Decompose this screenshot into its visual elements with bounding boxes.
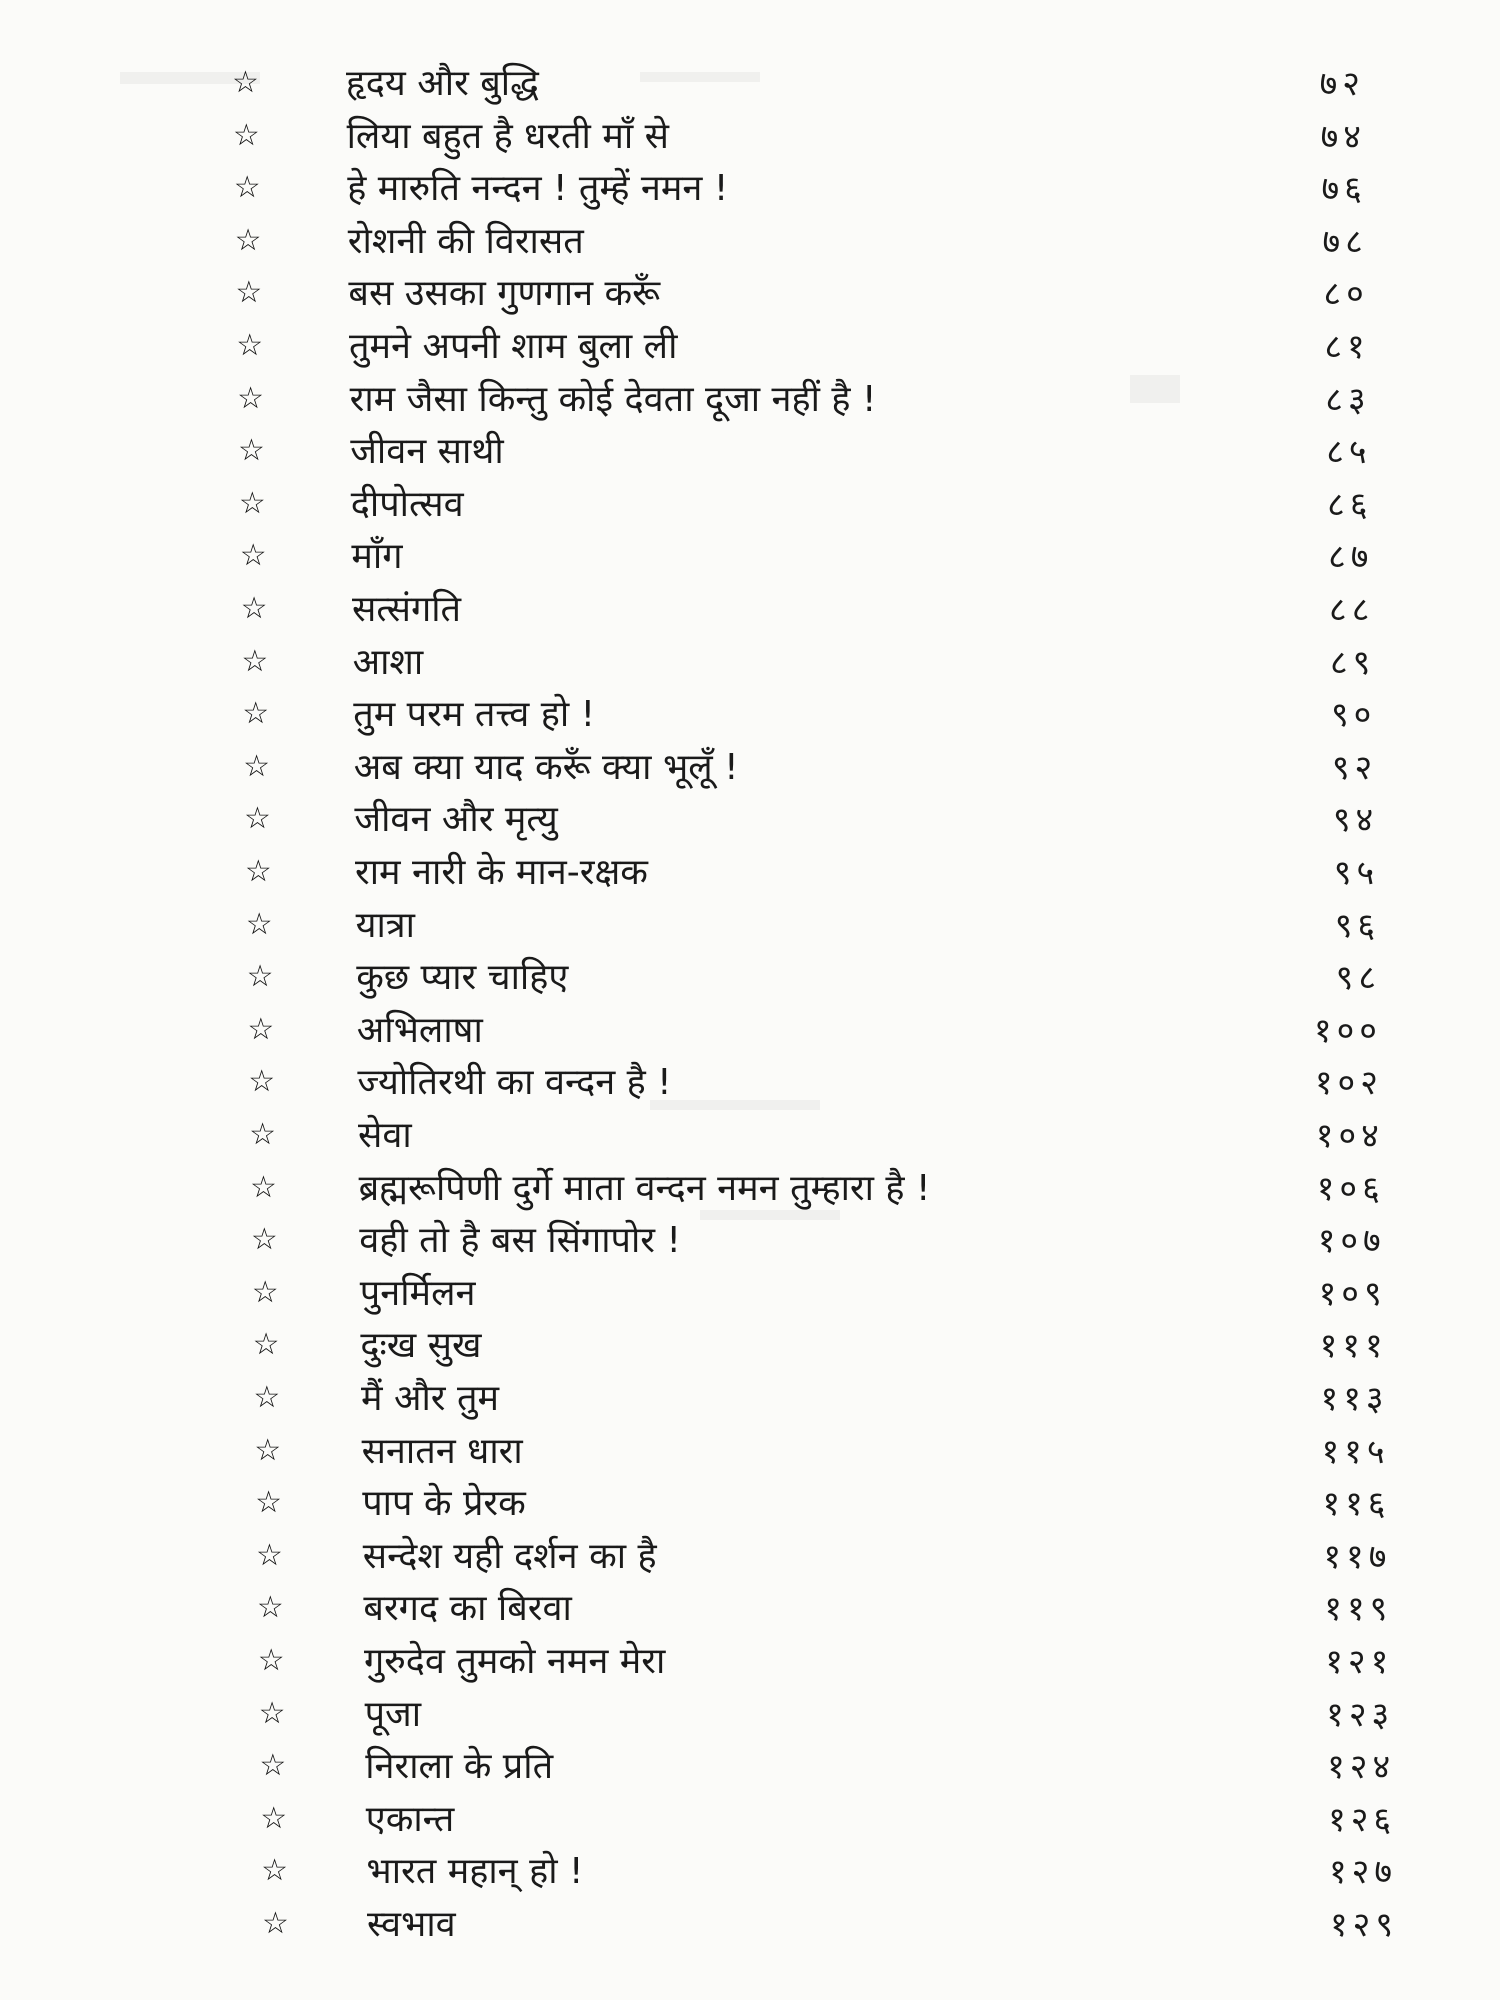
toc-entry-page-number: ९६ bbox=[1334, 905, 1381, 946]
toc-entry-title: अभिलाषा bbox=[356, 1009, 483, 1051]
toc-entry-title: आशा bbox=[352, 641, 424, 683]
toc-entry-title: माँग bbox=[351, 536, 403, 578]
toc-entry-page-number: १२७ bbox=[1329, 1852, 1398, 1893]
star-bullet-icon: ☆ bbox=[244, 801, 271, 837]
star-bullet-icon: ☆ bbox=[235, 275, 263, 311]
star-bullet-icon: ☆ bbox=[243, 748, 271, 784]
toc-entry-title: राम जैसा किन्तु कोई देवता दूजा नहीं है ! bbox=[349, 378, 877, 420]
star-bullet-icon: ☆ bbox=[248, 1064, 276, 1100]
toc-entry-page-number: ११५ bbox=[1321, 1431, 1390, 1472]
toc-entry-page-number: ८७ bbox=[1328, 537, 1374, 578]
star-bullet-icon: ☆ bbox=[262, 1906, 289, 1941]
toc-entry-page-number: ८३ bbox=[1325, 379, 1371, 420]
toc-entry bbox=[0, 1375, 1500, 1427]
toc-entry bbox=[0, 796, 1500, 848]
toc-entry-title: कुछ प्यार चाहिए bbox=[356, 957, 569, 999]
toc-entry-title: सन्देश यही दर्शन का है bbox=[362, 1535, 657, 1577]
star-bullet-icon: ☆ bbox=[255, 1485, 283, 1521]
toc-entry-title: यात्रा bbox=[355, 904, 415, 946]
toc-entry-title: रोशनी की विरासत bbox=[347, 220, 584, 262]
toc-entry-page-number: ९८ bbox=[1335, 958, 1382, 999]
toc-entry-page-number: १०७ bbox=[1317, 1221, 1386, 1262]
toc-entry-page-number: ८० bbox=[1323, 274, 1369, 315]
toc-entry-page-number: १०९ bbox=[1318, 1273, 1387, 1314]
toc-entry-page-number: ११७ bbox=[1323, 1536, 1392, 1577]
toc-entry-page-number: ९४ bbox=[1332, 800, 1379, 841]
star-bullet-icon: ☆ bbox=[254, 1432, 282, 1468]
toc-entry bbox=[0, 1007, 1500, 1059]
toc-entry-title: बरगद का बिरवा bbox=[363, 1588, 572, 1630]
toc-entry-title: निराला के प्रति bbox=[365, 1746, 554, 1788]
star-bullet-icon: ☆ bbox=[249, 1117, 277, 1152]
toc-entry-page-number: १०० bbox=[1313, 1010, 1382, 1051]
toc-entry-page-number: १२९ bbox=[1329, 1905, 1398, 1945]
toc-entry bbox=[0, 1848, 1500, 1900]
toc-entry bbox=[0, 1165, 1500, 1217]
toc-entry-title: ब्रह्मरूपिणी दुर्गे माता वन्दन नमन तुम्हारा है ! bbox=[358, 1167, 931, 1209]
toc-entry-title: मैं और तुम bbox=[361, 1378, 500, 1419]
toc-entry-title: तुमने अपनी शाम बुला ली bbox=[349, 326, 678, 367]
toc-entry-page-number: ११९ bbox=[1324, 1589, 1393, 1630]
toc-entry-title: लिया बहुत है धरती माँ से bbox=[346, 115, 669, 157]
star-bullet-icon: ☆ bbox=[251, 1274, 279, 1310]
toc-entry bbox=[0, 1638, 1500, 1690]
toc-entry-page-number: ७४ bbox=[1320, 116, 1366, 157]
toc-entry bbox=[0, 113, 1500, 165]
toc-entry bbox=[0, 270, 1500, 322]
toc-entry bbox=[0, 1322, 1500, 1374]
toc-entry bbox=[0, 1796, 1500, 1848]
star-bullet-icon: ☆ bbox=[246, 959, 274, 995]
toc-entry-page-number: ७६ bbox=[1321, 169, 1367, 210]
toc-entry-page-number: १२४ bbox=[1327, 1747, 1396, 1788]
toc-entry-title: एकान्त bbox=[365, 1798, 455, 1840]
toc-entry-title: स्वभाव bbox=[367, 1904, 456, 1945]
toc-entry-title: अब क्या याद करूँ क्या भूलूँ ! bbox=[353, 746, 739, 788]
toc-entry-title: वही तो है बस सिंगापोर ! bbox=[359, 1220, 681, 1262]
star-bullet-icon: ☆ bbox=[253, 1380, 281, 1415]
toc-entry-page-number: १०६ bbox=[1316, 1168, 1385, 1209]
toc-entry bbox=[0, 849, 1500, 901]
toc-entry bbox=[0, 586, 1500, 638]
toc-entry bbox=[0, 1901, 1500, 1953]
star-bullet-icon: ☆ bbox=[250, 1169, 277, 1205]
star-bullet-icon: ☆ bbox=[258, 1695, 286, 1731]
toc-entry bbox=[0, 902, 1500, 954]
star-bullet-icon: ☆ bbox=[245, 906, 273, 942]
toc-entry-page-number: १२६ bbox=[1328, 1799, 1397, 1840]
toc-entry-title: सनातन धारा bbox=[361, 1430, 523, 1472]
toc-entry-title: बस उसका गुणगान करूँ bbox=[348, 273, 661, 315]
toc-entry-title: पाप के प्रेरक bbox=[362, 1483, 526, 1525]
star-bullet-icon: ☆ bbox=[241, 643, 269, 679]
star-bullet-icon: ☆ bbox=[242, 696, 270, 732]
star-bullet-icon: ☆ bbox=[237, 380, 265, 416]
star-bullet-icon: ☆ bbox=[259, 1748, 287, 1784]
toc-entry-title: तुम परम तत्त्व हो ! bbox=[353, 694, 596, 736]
toc-entry bbox=[0, 218, 1500, 270]
star-bullet-icon: ☆ bbox=[247, 1011, 275, 1047]
toc-entry bbox=[0, 376, 1500, 428]
toc-entry-title: भारत महान् हो ! bbox=[366, 1851, 584, 1893]
toc-entry bbox=[0, 1270, 1500, 1322]
star-bullet-icon: ☆ bbox=[240, 591, 268, 626]
toc-entry-title: दुःख सुख bbox=[360, 1325, 482, 1367]
toc-entry bbox=[0, 1743, 1500, 1795]
toc-entry bbox=[0, 691, 1500, 743]
toc-entry-page-number: ८१ bbox=[1324, 327, 1370, 367]
toc-entry bbox=[0, 639, 1500, 691]
toc-entry-page-number: ८८ bbox=[1329, 590, 1375, 630]
star-bullet-icon: ☆ bbox=[261, 1853, 289, 1889]
toc-entry bbox=[0, 1480, 1500, 1532]
toc-entry bbox=[0, 1533, 1500, 1585]
toc-entry-page-number: १२३ bbox=[1326, 1694, 1395, 1735]
toc-entry bbox=[0, 1217, 1500, 1269]
toc-entry bbox=[0, 428, 1500, 480]
toc-entry bbox=[0, 481, 1500, 533]
star-bullet-icon: ☆ bbox=[252, 1327, 280, 1363]
toc-entry-title: गुरुदेव तुमको नमन मेरा bbox=[364, 1641, 666, 1682]
toc-entry-title: पुनर्मिलन bbox=[359, 1272, 476, 1314]
toc-entry bbox=[0, 533, 1500, 585]
toc-entry-page-number: १०४ bbox=[1315, 1116, 1384, 1156]
toc-entry-title: ज्योतिरथी का वन्दन है ! bbox=[357, 1062, 672, 1104]
toc-entry-page-number: १२१ bbox=[1325, 1642, 1394, 1682]
star-bullet-icon: ☆ bbox=[260, 1800, 288, 1836]
toc-entry-title: जीवन और मृत्यु bbox=[354, 799, 558, 841]
star-bullet-icon: ☆ bbox=[234, 222, 262, 258]
toc-entry-page-number: १११ bbox=[1319, 1326, 1388, 1367]
toc-entry bbox=[0, 744, 1500, 796]
star-bullet-icon: ☆ bbox=[233, 170, 261, 206]
toc-entry-page-number: ७२ bbox=[1319, 64, 1365, 104]
toc-entry bbox=[0, 1585, 1500, 1637]
toc-entry bbox=[0, 323, 1500, 375]
toc-entry bbox=[0, 165, 1500, 217]
star-bullet-icon: ☆ bbox=[256, 1537, 283, 1573]
toc-entry-page-number: ८९ bbox=[1329, 642, 1376, 683]
star-bullet-icon: ☆ bbox=[232, 65, 259, 100]
toc-entry-page-number: ८५ bbox=[1326, 432, 1372, 473]
star-bullet-icon: ☆ bbox=[244, 854, 272, 889]
toc-entry-title: हृदय और बुद्धि bbox=[346, 63, 539, 104]
toc-entry-page-number: १०२ bbox=[1314, 1063, 1383, 1104]
toc-entry bbox=[0, 1112, 1500, 1164]
toc-entry-page-number: ९२ bbox=[1331, 747, 1378, 788]
toc-entry bbox=[0, 1059, 1500, 1111]
toc-entry-page-number: ७८ bbox=[1322, 221, 1368, 262]
star-bullet-icon: ☆ bbox=[236, 328, 264, 363]
toc-entry bbox=[0, 954, 1500, 1006]
star-bullet-icon: ☆ bbox=[256, 1590, 284, 1626]
toc-entry-page-number: ९० bbox=[1330, 695, 1377, 736]
star-bullet-icon: ☆ bbox=[239, 538, 267, 574]
toc-entry-title: सत्संगति bbox=[352, 589, 462, 630]
toc-entry bbox=[0, 60, 1500, 112]
toc-entry-title: पूजा bbox=[364, 1693, 422, 1735]
toc-entry-title: सेवा bbox=[358, 1115, 412, 1156]
star-bullet-icon: ☆ bbox=[238, 433, 265, 469]
toc-entry-title: दीपोत्सव bbox=[350, 483, 464, 525]
star-bullet-icon: ☆ bbox=[257, 1643, 285, 1678]
toc-entry-page-number: ११६ bbox=[1322, 1484, 1391, 1525]
star-bullet-icon: ☆ bbox=[238, 485, 266, 521]
toc-entry-page-number: ९५ bbox=[1333, 853, 1380, 893]
star-bullet-icon: ☆ bbox=[250, 1222, 278, 1258]
toc-entry-page-number: ११३ bbox=[1320, 1379, 1389, 1419]
toc-entry-title: राम नारी के मान-रक्षक bbox=[355, 852, 648, 893]
toc-entry-page-number: ८६ bbox=[1327, 484, 1373, 525]
toc-entry bbox=[0, 1428, 1500, 1480]
toc-entry-title: जीवन साथी bbox=[350, 431, 504, 473]
toc-entry bbox=[0, 1691, 1500, 1743]
star-bullet-icon: ☆ bbox=[232, 117, 260, 153]
toc-entry-title: हे मारुति नन्दन ! तुम्हें नमन ! bbox=[347, 168, 729, 210]
